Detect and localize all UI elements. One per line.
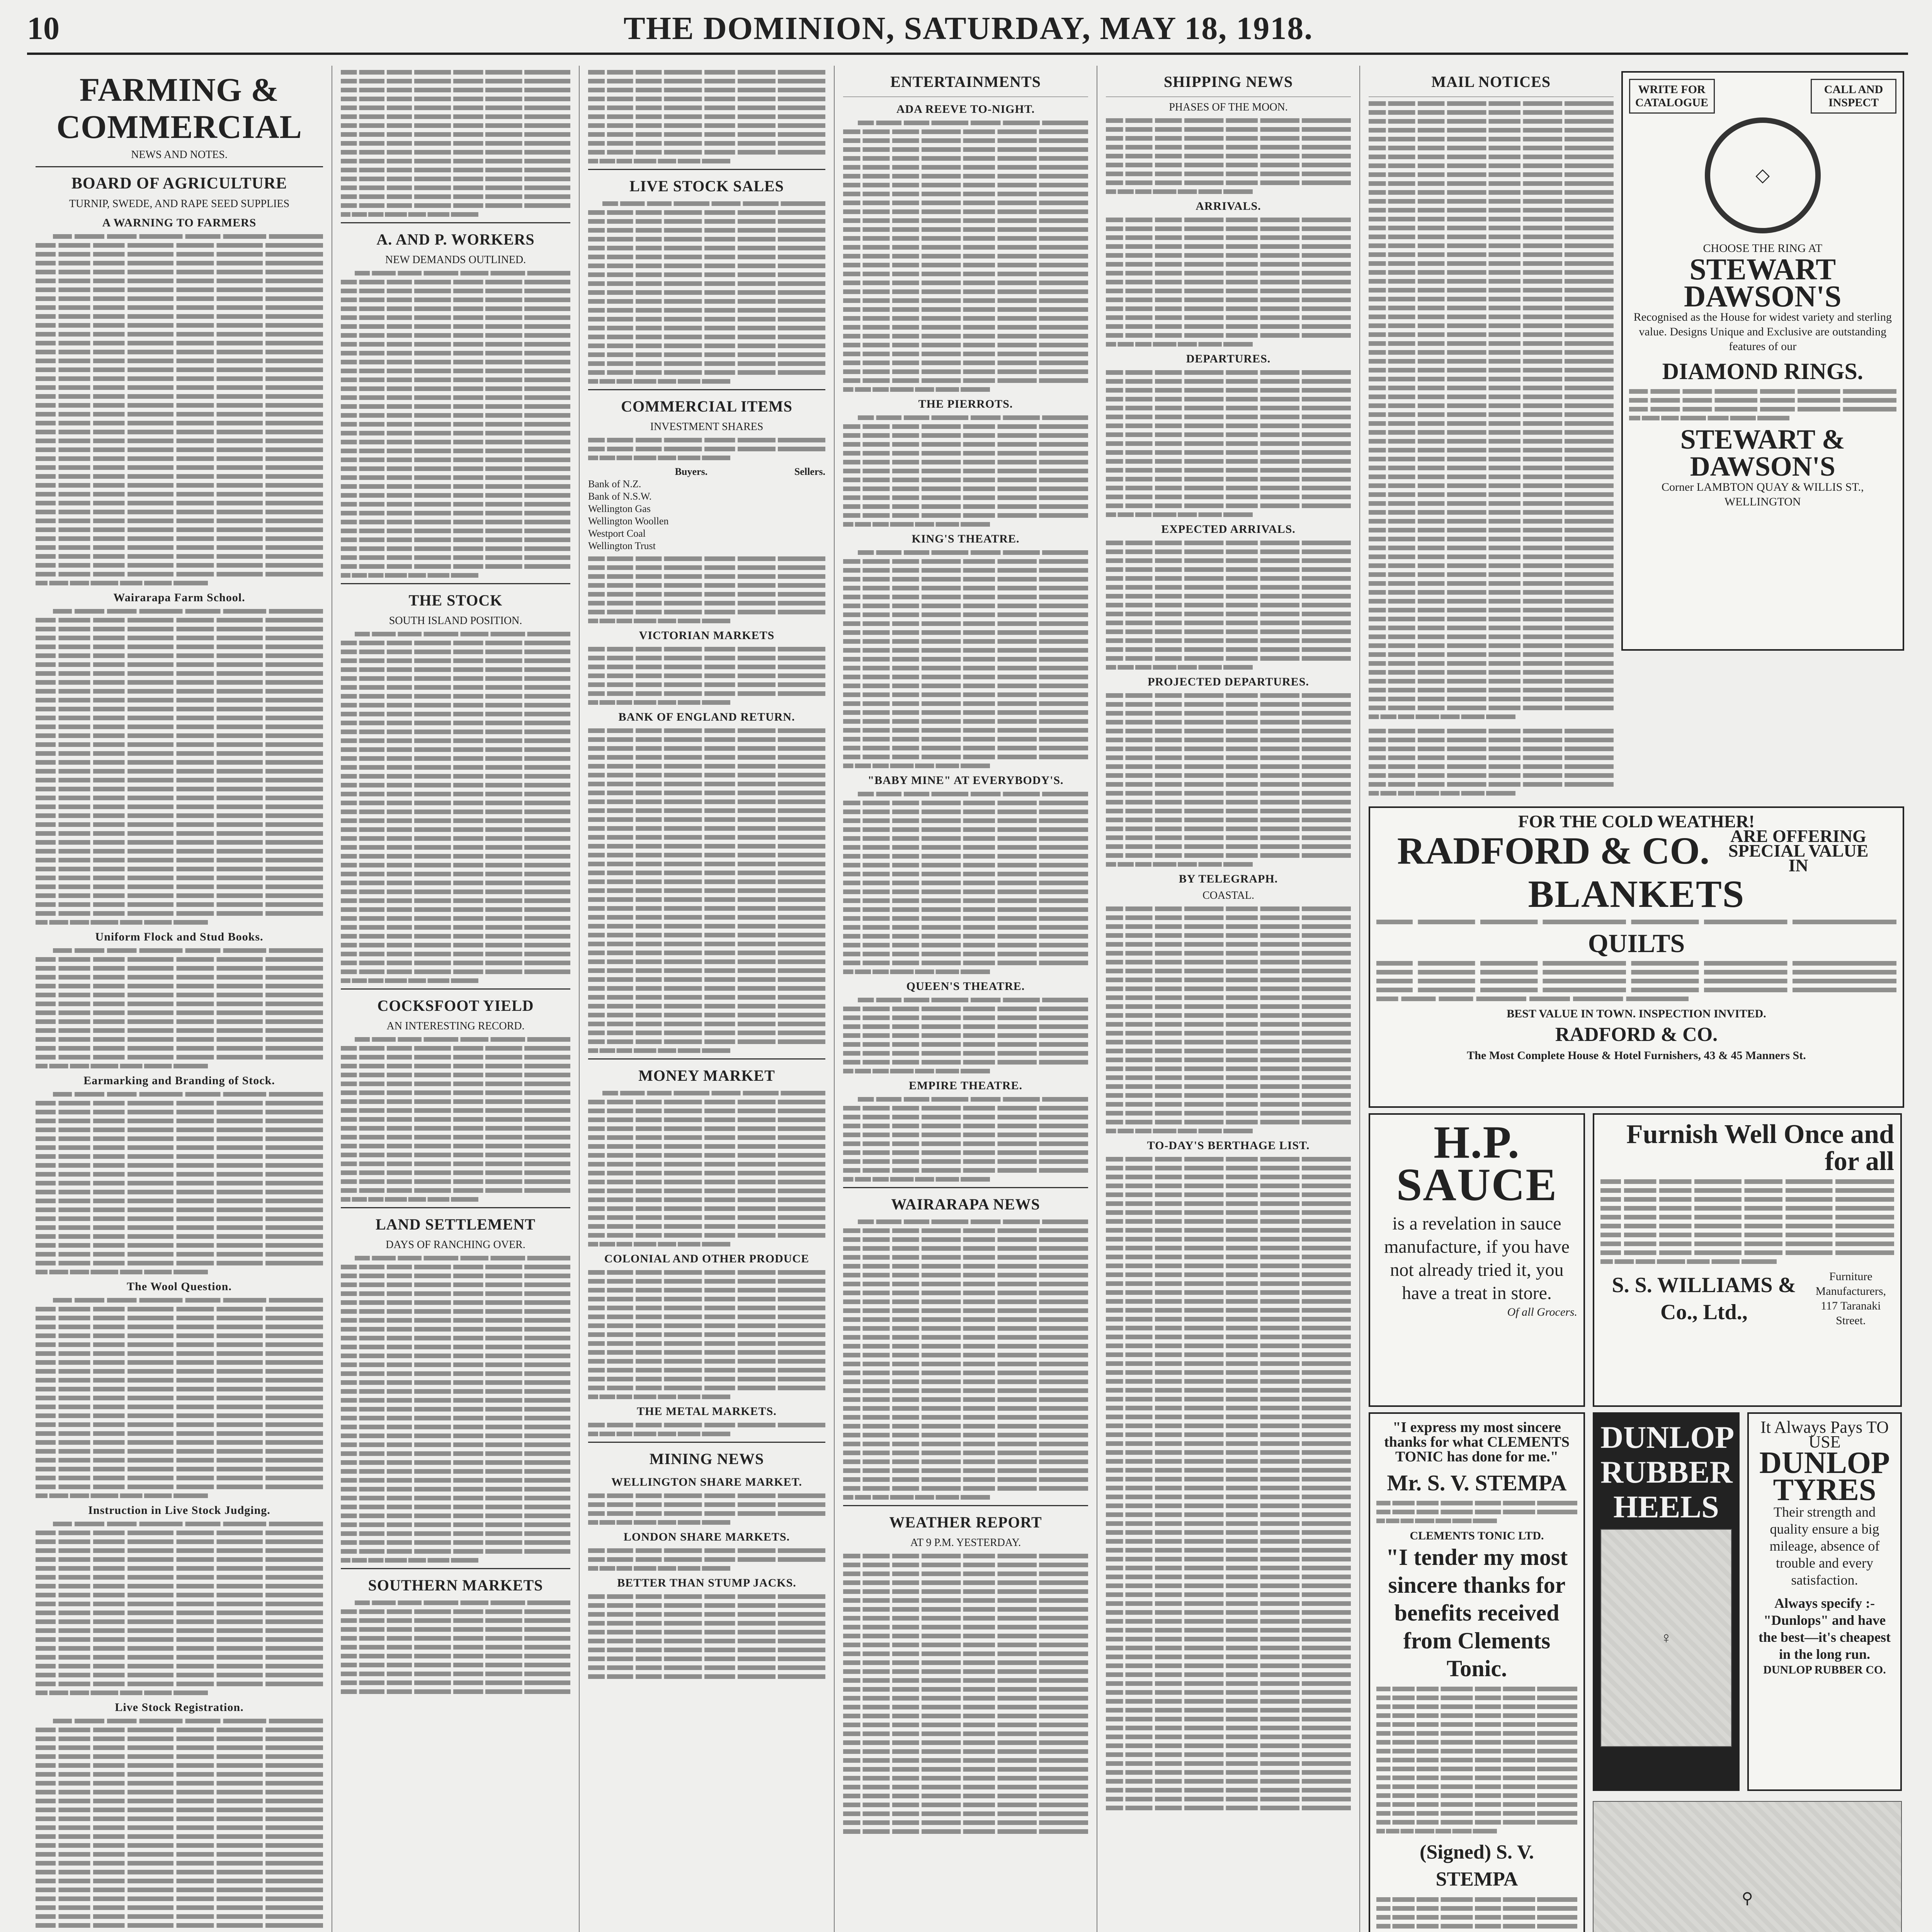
expected-arrivals-title: EXPECTED ARRIVALS. — [1161, 523, 1296, 536]
registration-title: Live Stock Registration. — [115, 1701, 244, 1714]
column-shipping — [1097, 66, 1360, 1932]
moon-phases-title: PHASES OF THE MOON. — [1169, 101, 1288, 113]
table-row: Wellington Trust — [588, 540, 656, 551]
table-row: Wellington Woollen — [588, 515, 669, 527]
land-settlement-subtitle: DAYS OF RANCHING OVER. — [386, 1239, 526, 1251]
ad-dunlop-heels — [1593, 1412, 1740, 1791]
colonial-produce-title: COLONIAL AND OTHER PRODUCE — [604, 1252, 810, 1265]
column-ads — [1360, 66, 1908, 1932]
cyclists-illustration: ⚲ — [1593, 1801, 1902, 1932]
cocksfoot-title: COCKSFOOT YIELD — [377, 997, 534, 1014]
column-farming — [27, 66, 332, 1932]
stewart-name: STEWART DAWSON'S — [1684, 252, 1842, 313]
ad-radford — [1369, 806, 1904, 1108]
ad-stewart-dawson — [1621, 66, 1905, 724]
wairarapa-news-title: WAIRARAPA NEWS — [891, 1196, 1040, 1213]
shares-table-header: Buyers. Sellers. — [675, 466, 825, 477]
table-row: Bank of N.S.W. — [588, 491, 652, 502]
dunlop-text: Their strength and quality ensure a big mileage, absence of trouble and every satisfaction. — [1769, 1504, 1880, 1588]
article-body — [36, 234, 323, 585]
stewart-address: Corner LAMBTON QUAY & WILLIS ST., WELLINGTON — [1661, 481, 1864, 508]
uniform-flock-title: Uniform Flock and Stud Books. — [95, 930, 264, 943]
section-subtitle: NEWS AND NOTES. — [131, 149, 228, 161]
weather-report-title: WEATHER REPORT — [889, 1514, 1042, 1531]
money-market-title: MONEY MARKET — [638, 1067, 775, 1084]
woman-illustration: ♀ — [1600, 1529, 1732, 1747]
sauce-name: H.P. SAUCE — [1396, 1116, 1558, 1210]
write-catalogue-label: WRITE FOR CATALOGUE — [1629, 79, 1715, 114]
baby-mine-title: "BABY MINE" AT EVERYBODY'S. — [867, 774, 1064, 787]
board-subtitle: TURNIP, SWEDE, AND RAPE SEED SUPPLIES — [69, 198, 290, 210]
clements-name: Mr. S. V. STEMPA — [1387, 1470, 1567, 1495]
stewart-tagline: Recognised as the House for widest variety and sterling value. Designs Unique and Exclusive are outstanding features of our — [1633, 311, 1892, 353]
coastal-title: COASTAL. — [1202, 889, 1254, 901]
call-inspect-label: CALL AND INSPECT — [1811, 79, 1896, 114]
berthage-title: TO-DAY'S BERTHAGE LIST. — [1147, 1139, 1310, 1152]
radford-name: RADFORD & CO. — [1397, 829, 1710, 872]
newspaper-title: THE DOMINION, SATURDAY, MAY 18, 1918. — [623, 10, 1313, 46]
column-workers — [332, 66, 580, 1932]
stewart-top-line: CHOOSE THE RING AT — [1703, 242, 1823, 255]
mail-notices-title: MAIL NOTICES — [1431, 73, 1551, 90]
dunlop-company: DUNLOP RUBBER CO. — [1763, 1663, 1886, 1676]
radford-blankets: BLANKETS — [1528, 872, 1745, 915]
livestock-title: LIVE STOCK SALES — [629, 177, 784, 195]
radford-footer: BEST VALUE IN TOWN. INSPECTION INVITED. — [1507, 1007, 1766, 1020]
cocksfoot-subtitle: AN INTERESTING RECORD. — [386, 1020, 525, 1032]
radford-offer: ARE OFFERING SPECIAL VALUE IN — [1728, 826, 1869, 875]
bank-england-title: BANK OF ENGLAND RETURN. — [618, 711, 795, 723]
departures-title: DEPARTURES. — [1186, 352, 1271, 365]
williams-name: S. S. WILLIAMS & Co., Ltd., — [1612, 1273, 1796, 1324]
instruction-title: Instruction in Live Stock Judging. — [88, 1504, 270, 1517]
dunlop-heels-name: DUNLOP RUBBER HEELS — [1600, 1420, 1735, 1524]
arrivals-title: ARRIVALS. — [1196, 200, 1261, 213]
mining-news-title: MINING NEWS — [649, 1450, 764, 1468]
ap-workers-subtitle: NEW DEMANDS OUTLINED. — [385, 254, 526, 266]
page-number: 10 — [27, 10, 60, 46]
mail-notices — [1369, 66, 1614, 724]
london-share-title: LONDON SHARE MARKETS. — [623, 1531, 790, 1543]
masthead — [27, 12, 1908, 55]
sauce-grocers: Of all Grocers. — [1507, 1306, 1577, 1318]
radford-address: The Most Complete House & Hotel Furnishers, 43 & 45 Manners St. — [1467, 1049, 1806, 1062]
telegraph-title: BY TELEGRAPH. — [1179, 872, 1278, 885]
empire-theatre-title: EMPIRE THEATRE. — [909, 1079, 1022, 1092]
board-title: BOARD OF AGRICULTURE — [71, 175, 287, 192]
wellington-share-title: WELLINGTON SHARE MARKET. — [611, 1476, 802, 1488]
clements-brand: CLEMENTS TONIC LTD. — [1410, 1529, 1544, 1542]
stump-jacks-title: BETTER THAN STUMP JACKS. — [617, 1577, 796, 1589]
earmarking-title: Earmarking and Branding of Stock. — [83, 1074, 275, 1087]
metal-markets-title: THE METAL MARKETS. — [637, 1405, 777, 1418]
commercial-items-title: COMMERCIAL ITEMS — [621, 398, 793, 415]
ad-dunlop-tyres — [1747, 1412, 1902, 1791]
warning-title: A WARNING TO FARMERS — [102, 216, 257, 229]
clements-quote: "I express my most sincere thanks for what CLEMENTS TONIC has done for me." — [1384, 1419, 1570, 1465]
clements-signed: (Signed) S. V. STEMPA — [1420, 1841, 1534, 1890]
victorian-markets-title: VICTORIAN MARKETS — [639, 629, 775, 642]
land-settlement-title: LAND SETTLEMENT — [376, 1216, 536, 1233]
table-row: Wellington Gas — [588, 503, 651, 514]
williams-address: Furniture Manufacturers, 117 Taranaki Street. — [1815, 1270, 1886, 1327]
stock-title: THE STOCK — [408, 592, 503, 609]
dunlop-tyres-name: DUNLOP TYRES — [1759, 1446, 1890, 1507]
weather-report-subtitle: AT 9 P.M. YESTERDAY. — [910, 1537, 1021, 1549]
wool-question-title: The Wool Question. — [127, 1280, 232, 1293]
shipping-news-title: SHIPPING NEWS — [1163, 73, 1293, 90]
stewart-diamond: DIAMOND RINGS. — [1662, 359, 1863, 384]
stewart-bottom-name: STEWART & DAWSON'S — [1680, 424, 1845, 482]
column-entertainments — [835, 66, 1097, 1932]
radford-headline: FOR THE COLD WEATHER! — [1518, 811, 1755, 831]
table-row: Westport Coal — [588, 528, 646, 539]
stock-subtitle: SOUTH ISLAND POSITION. — [389, 615, 522, 627]
ad-hp-sauce — [1369, 1113, 1585, 1407]
ap-workers-title: A. AND P. WORKERS — [376, 231, 535, 248]
entertainments-title: ENTERTAINMENTS — [890, 73, 1041, 90]
section-title: FARMING & COMMERCIAL — [56, 71, 302, 145]
investment-shares-title: INVESTMENT SHARES — [650, 421, 764, 433]
queens-theatre-title: QUEEN'S THEATRE. — [906, 980, 1025, 993]
dunlop-pays: It Always Pays TO USE — [1760, 1418, 1889, 1451]
ada-reeve-title: ADA REEVE TO-NIGHT. — [896, 103, 1035, 116]
pierrots-title: THE PIERROTS. — [918, 398, 1013, 410]
williams-headline: Furnish Well Once and for all — [1626, 1119, 1894, 1176]
ring-icon: ◇ — [1705, 117, 1821, 233]
radford-quilts: QUILTS — [1588, 929, 1685, 958]
radford-name-repeat: RADFORD & CO. — [1555, 1024, 1718, 1046]
sauce-text: is a revelation in sauce manufacture, if you have not already tried it, you have a treat in store. — [1384, 1213, 1570, 1303]
ad-clements-tonic — [1369, 1412, 1585, 1932]
table-row: Bank of N.Z. — [588, 478, 641, 490]
southern-markets-title: SOUTHERN MARKETS — [368, 1577, 543, 1594]
dunlop-specify: Always specify :- "Dunlops" and have the best—it's cheapest in the long run. — [1759, 1595, 1891, 1662]
ad-williams — [1593, 1113, 1902, 1407]
kings-theatre-title: KING'S THEATRE. — [912, 532, 1020, 545]
projected-departures-title: PROJECTED DEPARTURES. — [1148, 675, 1309, 688]
column-markets — [580, 66, 835, 1932]
clements-body: "I tender my most sincere thanks for benefits received from Clements Tonic. — [1386, 1544, 1568, 1681]
wairarapa-school-title: Wairarapa Farm School. — [113, 591, 245, 604]
